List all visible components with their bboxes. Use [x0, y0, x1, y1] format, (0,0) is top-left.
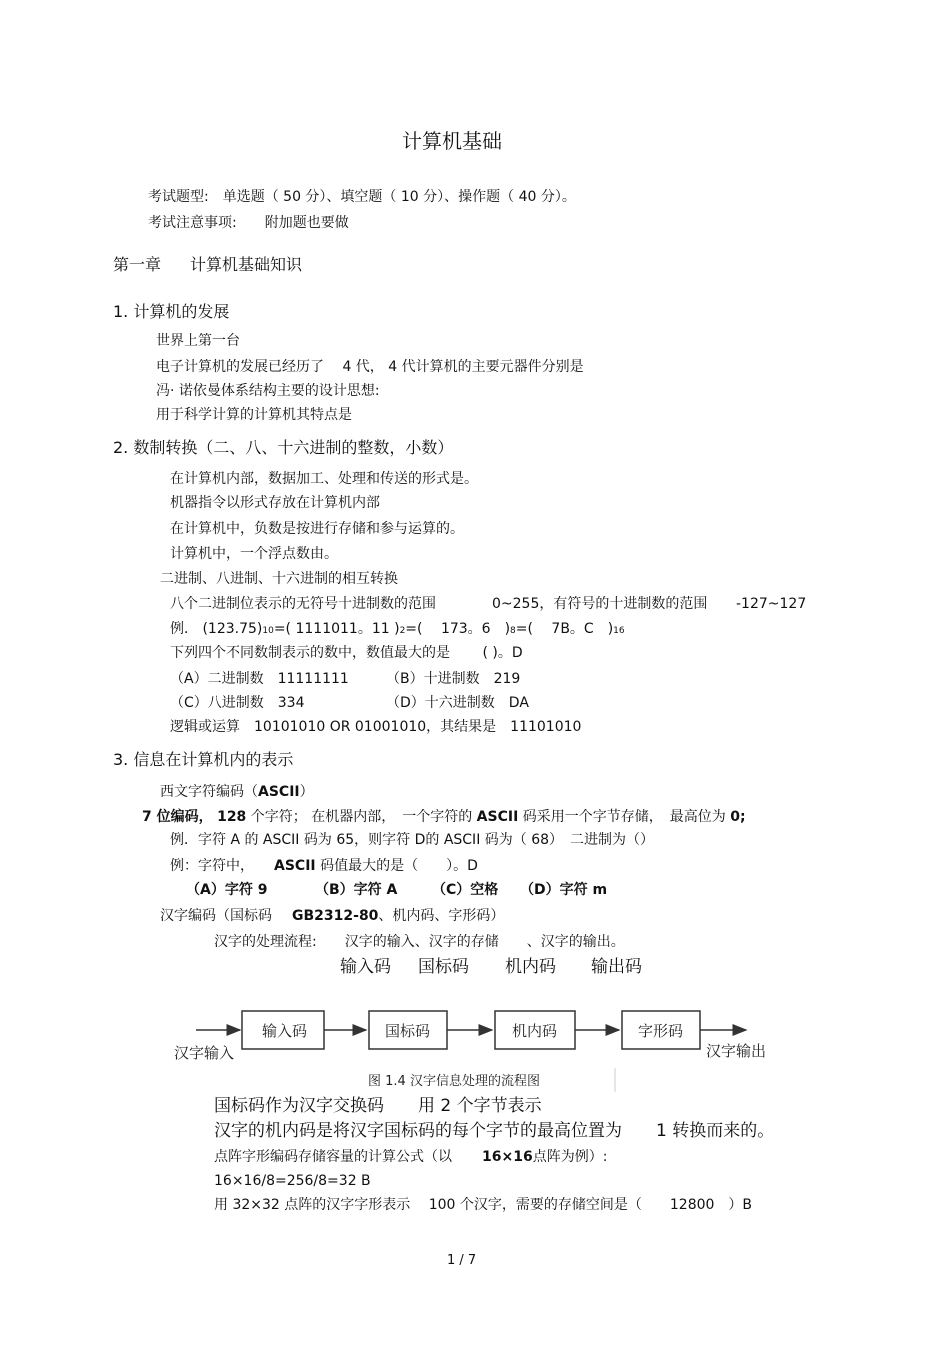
example-sub-10: 10 — [262, 626, 274, 636]
ascii-title-close: ） — [299, 784, 314, 800]
example-binary: =( 1111011。11 ) — [273, 621, 400, 637]
chapter-name: 计算机基础知识 — [190, 255, 303, 274]
ascii-option-a: （A）字符 9 — [186, 882, 268, 898]
flow-input-label: 汉字输入 — [174, 1044, 235, 1062]
radix-option-c: （C）八进制数 334 — [170, 695, 305, 711]
formula-title-part: 点阵字形编码存储容量的计算公式（以 — [214, 1149, 452, 1165]
flow-output-label: 汉字输出 — [706, 1042, 767, 1060]
section-2-heading: 2. 数制转换（二、八、十六进制的整数，小数） — [113, 438, 454, 457]
example-octal: =( 173。6 ) — [405, 621, 511, 637]
ascii-desc-part: 码采用一个字节存储， 最高位为 — [522, 809, 726, 825]
ascii-example-2-part: 例：字符中， — [170, 858, 254, 874]
flow-box-label: 输入码 — [262, 1022, 308, 1040]
ascii-example-2-bold: ASCII — [274, 858, 316, 874]
range-text: 八个二进制位表示的无符号十进制数的范围 — [170, 596, 436, 612]
section-1-line: 电子计算机的发展已经历了 4 代， 4 代计算机的主要元器件分别是 — [156, 359, 584, 375]
section-1-line: 用于科学计算的计算机其特点是 — [156, 407, 352, 423]
ascii-option-b: （B）字符 A — [315, 882, 398, 898]
exchange-code-line: 国标码作为汉字交换码 用 2 个字节表示 — [214, 1096, 542, 1116]
page-title: 计算机基础 — [402, 129, 502, 153]
section-2-line: 在计算机中，负数是按进行存储和参与运算的。 — [170, 521, 464, 537]
exam-notes: 考试注意事项: 附加题也要做 — [148, 215, 349, 231]
section-2-line: 计算机中，一个浮点数由。 — [170, 546, 338, 562]
code-type: 输入码 — [340, 957, 391, 977]
section-3-heading: 3. 信息在计算机内的表示 — [113, 750, 294, 769]
example-sub-8: 8 — [510, 626, 516, 636]
hanzi-title-part: 汉字编码（国标码 — [160, 908, 272, 924]
internal-code-line: 汉字的机内码是将汉字国标码的每个字节的最高位置为 1 转换而来的。 — [214, 1121, 775, 1141]
section-2-line: 在计算机内部，数据加工、处理和传送的形式是。 — [170, 471, 478, 487]
logic-or-example: 逻辑或运算 10101010 OR 01001010，其结果是 11101010 — [170, 719, 582, 735]
section-2-line: 二进制、八进制、十六进制的相互转换 — [160, 571, 398, 587]
ascii-desc-part: 7 位编码， — [142, 809, 213, 825]
hanzi-process: 汉字的处理流程: 汉字的输入、汉字的存储 、汉字的输出。 — [214, 934, 625, 950]
section-1-line: 冯· 诺依曼体系结构主要的设计思想: — [156, 383, 380, 399]
ascii-title-bold: ASCII — [258, 784, 300, 800]
page-number: 1 / 7 — [447, 1253, 477, 1268]
example-prefix: 例． (123.75) — [170, 621, 263, 637]
formula-title — [214, 1150, 607, 1164]
radix-option-b: （B）十进制数 219 — [386, 671, 521, 687]
ascii-desc-part: 0; — [730, 809, 746, 825]
ascii-desc-part: 个字符； 在机器内部， 一个字符的 — [250, 809, 473, 825]
ascii-example-1: 例．字符 A 的 ASCII 码为 65，则字符 D的 ASCII 码为（ 68） 二进制为（） — [170, 832, 655, 848]
code-type: 机内码 — [505, 957, 556, 977]
flow-box-label: 国标码 — [385, 1022, 431, 1040]
hanzi-title-part: 、机内码、字形码） — [378, 908, 505, 924]
exam-types: 考试题型: 单选题（ 50 分）、填空题（ 10 分）、操作题（ 40 分）。 — [148, 189, 576, 205]
radix-option-d: （D）十六进制数 DA — [386, 695, 529, 711]
ascii-desc-part: 128 — [217, 809, 247, 825]
range-unsigned: 0~255，有符号的十进制数的范围 — [492, 596, 708, 612]
chapter-label: 第一章 — [113, 255, 162, 274]
section-2-line: 机器指令以形式存放在计算机内部 — [170, 495, 380, 511]
radix-option-a: （A）二进制数 11111111 — [170, 671, 349, 687]
ascii-example-2-part: 码值最大的是（ ）。D — [320, 858, 478, 874]
code-type: 输出码 — [591, 957, 642, 977]
example-sub-16: 16 — [613, 626, 625, 636]
flow-box-label: 机内码 — [512, 1022, 558, 1040]
storage-question: 用 32×32 点阵的汉字字形表示 100 个汉字，需要的存储空间是（ 12800 ）B — [214, 1197, 753, 1213]
flow-box-label: 字形码 — [638, 1022, 684, 1040]
ascii-option-d: （D）字符 m — [520, 882, 608, 898]
formula-title-bold: 16×16 — [482, 1149, 533, 1165]
code-type: 国标码 — [418, 957, 469, 977]
section-1-heading: 1. 计算机的发展 — [113, 302, 230, 321]
example-hex: =( 7B。C ) — [515, 621, 614, 637]
radix-question: 下列四个不同数制表示的数中，数值最大的是 ( )。D — [170, 645, 523, 661]
ascii-option-c: （C）空格 — [432, 882, 499, 898]
example-sub-2: 2 — [399, 626, 406, 636]
section-1-line: 世界上第一台 — [156, 333, 240, 349]
range-signed: -127~127 — [736, 596, 807, 612]
formula-line: 16×16/8=256/8=32 B — [214, 1173, 371, 1189]
figure-caption: 图 1.4 汉字信息处理的流程图 — [368, 1074, 540, 1089]
ascii-title-text: 西文字符编码（ — [160, 784, 258, 800]
formula-title-part: 点阵为例）: — [532, 1149, 608, 1165]
hanzi-title-bold: GB2312-80 — [292, 908, 379, 924]
ascii-desc-part: ASCII — [476, 809, 519, 825]
